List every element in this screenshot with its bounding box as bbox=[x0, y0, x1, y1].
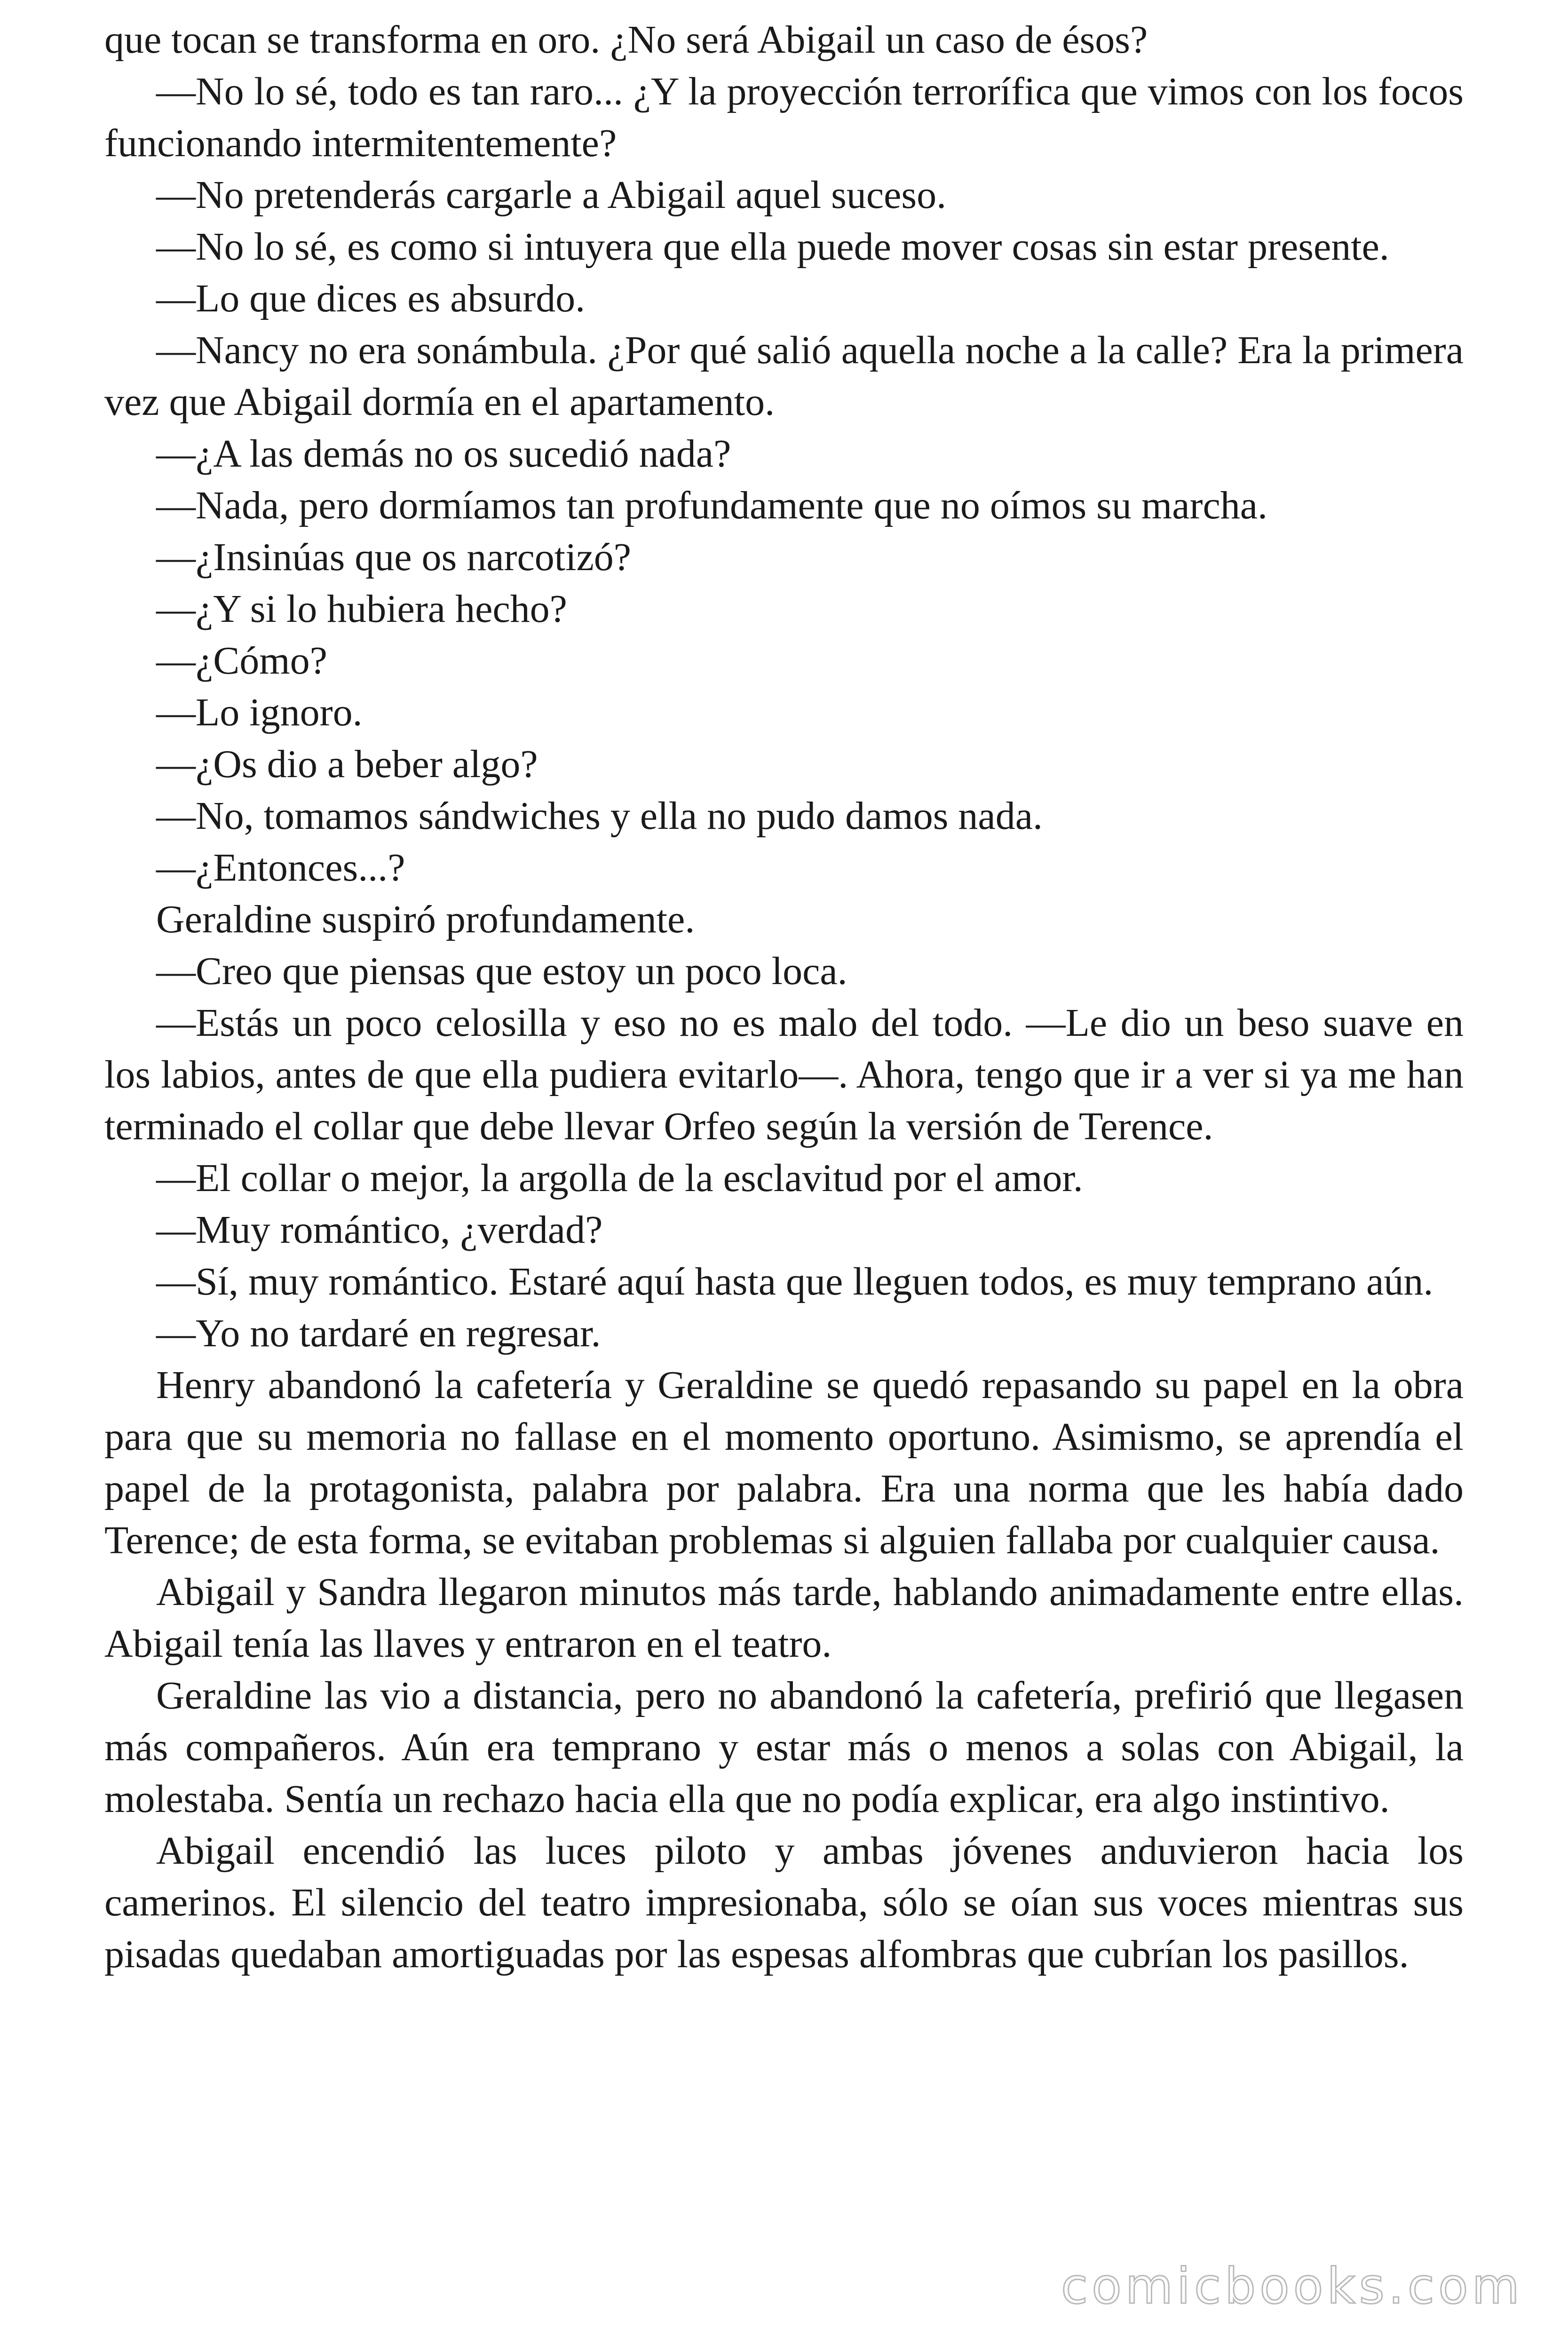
paragraph: —¿Insinúas que os narcotizó? bbox=[156, 535, 632, 579]
paragraph: —Sí, muy romántico. Estaré aquí hasta que lleguen todos, es muy temprano aún. bbox=[156, 1260, 1433, 1303]
paragraph: —Yo no tardaré en regresar. bbox=[156, 1311, 601, 1355]
paragraph: Abigail encendió las luces piloto y ambas jóvenes anduvieron hacia los camerinos. El silencio del teatro impresionaba, sólo se oían sus voces mientras sus pisadas quedaban amortiguadas por las espesas alfombras que cubrían los pasillos. bbox=[104, 1829, 1464, 1976]
paragraph: —No lo sé, es como si intuyera que ella puede mover cosas sin estar presente. bbox=[156, 225, 1389, 269]
paragraph: Geraldine las vio a distancia, pero no abandonó la cafetería, prefirió que llegasen más compañeros. Aún era temprano y estar más o menos a solas con Abigail, la molestaba. Sentía un rechazo hacia ella que no podía explicar, era algo instintivo. bbox=[104, 1674, 1464, 1821]
paragraph: —Lo ignoro. bbox=[156, 691, 363, 734]
book-page bbox=[104, 14, 1464, 1980]
paragraph: —El collar o mejor, la argolla de la esclavitud por el amor. bbox=[156, 1156, 1083, 1200]
paragraph: —No pretenderás cargarle a Abigail aquel suceso. bbox=[156, 173, 947, 217]
paragraph: —Estás un poco celosilla y eso no es malo del todo. —Le dio un beso suave en los labios, antes de que ella pudiera evitarlo—. Ahora, tengo que ir a ver si ya me han terminado el collar que debe llevar Orfeo según la versión de Terence. bbox=[104, 1001, 1464, 1148]
paragraph: —Muy romántico, ¿verdad? bbox=[156, 1208, 603, 1252]
watermark: comicbooks.com bbox=[1061, 2257, 1523, 2315]
paragraph: —¿A las demás no os sucedió nada? bbox=[156, 432, 731, 476]
paragraph: —¿Entonces...? bbox=[156, 846, 405, 890]
paragraph: —No lo sé, todo es tan raro... ¿Y la proyección terrorífica que vimos con los focos funcionando intermitentemente? bbox=[104, 70, 1464, 165]
paragraph: Geraldine suspiró profundamente. bbox=[156, 898, 695, 941]
paragraph: —Nada, pero dormíamos tan profundamente que no oímos su marcha. bbox=[156, 484, 1268, 527]
paragraph: —¿Y si lo hubiera hecho? bbox=[156, 587, 567, 631]
paragraph: —Creo que piensas que estoy un poco loca. bbox=[156, 949, 847, 993]
paragraph: —Lo que dices es absurdo. bbox=[156, 277, 586, 320]
paragraph: —Nancy no era sonámbula. ¿Por qué salió aquella noche a la calle? Era la primera vez que Abigail dormía en el apartamento. bbox=[104, 328, 1464, 424]
paragraph: —No, tomamos sándwiches y ella no pudo damos nada. bbox=[156, 794, 1043, 838]
paragraph: que tocan se transforma en oro. ¿No será Abigail un caso de ésos? bbox=[104, 18, 1148, 62]
paragraph: —¿Os dio a beber algo? bbox=[156, 742, 538, 786]
paragraph: Abigail y Sandra llegaron minutos más tarde, hablando animadamente entre ellas. Abigail tenía las llaves y entraron en el teatro. bbox=[104, 1570, 1464, 1666]
paragraph: Henry abandonó la cafetería y Geraldine se quedó repasando su papel en la obra para que su memoria no fallase en el momento oportuno. Asimismo, se aprendía el papel de la protagonista, palabra por palabra. Era una norma que les había dado Terence; de esta forma, se evitaban problemas si alguien fallaba por cualquier causa. bbox=[104, 1363, 1464, 1562]
paragraph: —¿Cómo? bbox=[156, 639, 327, 683]
